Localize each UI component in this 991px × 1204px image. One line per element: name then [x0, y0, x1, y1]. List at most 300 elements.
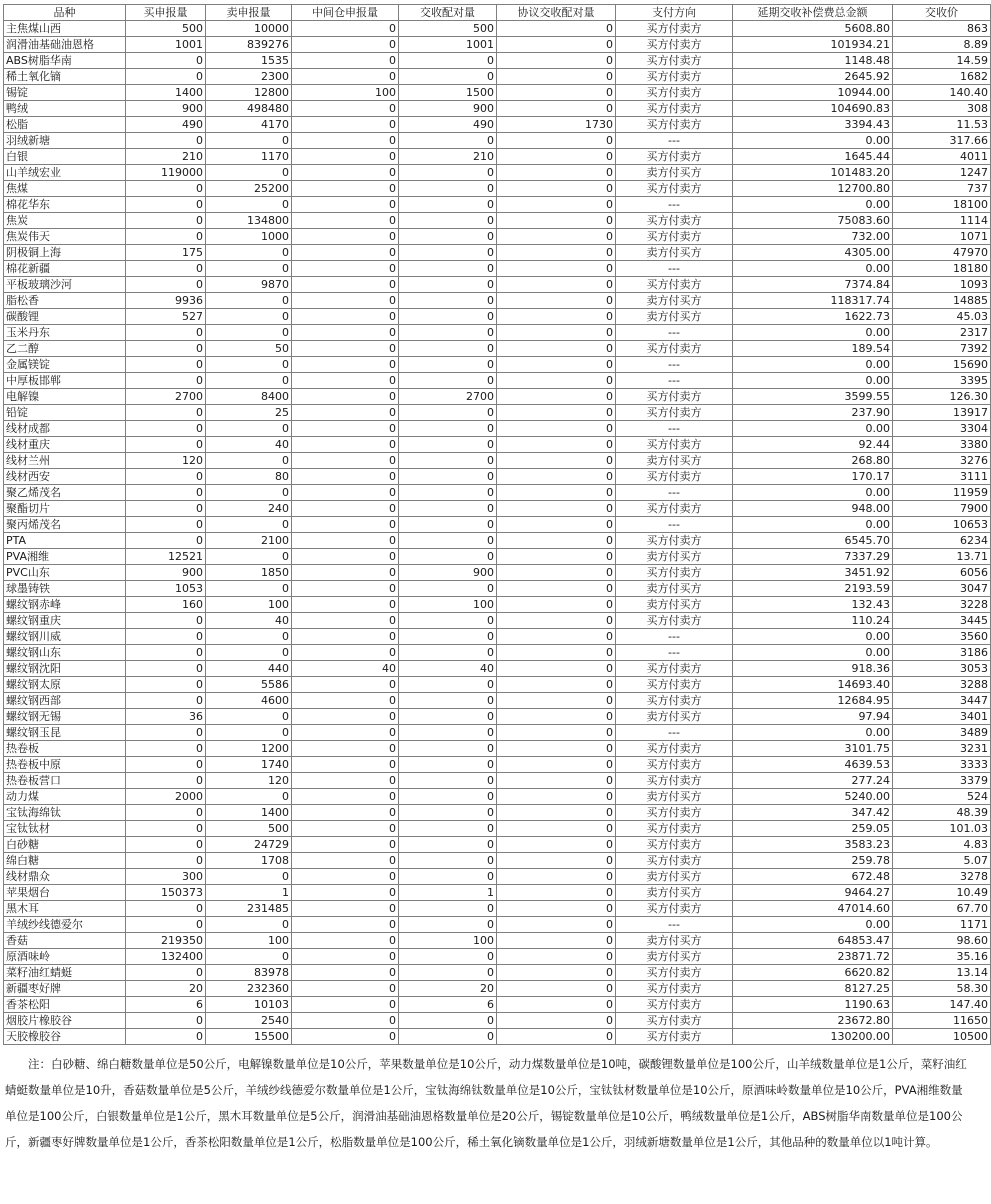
- data-cell: 0: [497, 373, 616, 389]
- data-cell: 0.00: [733, 629, 893, 645]
- data-cell: 0: [126, 901, 206, 917]
- table-row: [4, 325, 991, 341]
- data-cell: 0: [292, 677, 399, 693]
- data-cell: 4170: [206, 117, 292, 133]
- data-cell: 524: [893, 789, 991, 805]
- data-cell: 卖方付买方: [616, 709, 733, 725]
- data-cell: 0: [292, 293, 399, 309]
- data-cell: 0: [292, 965, 399, 981]
- data-cell: ---: [616, 197, 733, 213]
- data-cell: 0: [206, 261, 292, 277]
- data-cell: 100: [399, 597, 497, 613]
- variety-cell: 天胶橡胶谷: [4, 1029, 126, 1045]
- data-cell: 0: [206, 453, 292, 469]
- data-cell: 47970: [893, 245, 991, 261]
- variety-cell: 乙二醇: [4, 341, 126, 357]
- data-cell: 0: [399, 69, 497, 85]
- data-cell: 0: [292, 453, 399, 469]
- table-row: [4, 421, 991, 437]
- data-cell: 317.66: [893, 133, 991, 149]
- table-row: [4, 949, 991, 965]
- data-cell: 15500: [206, 1029, 292, 1045]
- table-row: [4, 357, 991, 373]
- data-cell: 126.30: [893, 389, 991, 405]
- data-cell: 1170: [206, 149, 292, 165]
- data-cell: 0: [126, 53, 206, 69]
- data-cell: 100: [206, 597, 292, 613]
- data-cell: 9936: [126, 293, 206, 309]
- data-cell: 0: [292, 693, 399, 709]
- data-cell: 0: [292, 853, 399, 869]
- variety-cell: 黑木耳: [4, 901, 126, 917]
- data-cell: 0: [206, 725, 292, 741]
- data-cell: 买方付卖方: [616, 53, 733, 69]
- data-cell: 150373: [126, 885, 206, 901]
- data-cell: 0: [497, 805, 616, 821]
- table-row: [4, 197, 991, 213]
- data-cell: 买方付卖方: [616, 821, 733, 837]
- data-cell: 900: [399, 101, 497, 117]
- data-cell: 0: [292, 885, 399, 901]
- data-cell: 0: [292, 565, 399, 581]
- data-cell: 918.36: [733, 661, 893, 677]
- table-row: [4, 149, 991, 165]
- data-cell: 买方付卖方: [616, 757, 733, 773]
- variety-cell: 阴极铜上海: [4, 245, 126, 261]
- data-cell: 0: [399, 325, 497, 341]
- data-cell: 0: [292, 245, 399, 261]
- data-cell: 0.00: [733, 485, 893, 501]
- data-cell: 1071: [893, 229, 991, 245]
- data-cell: 0: [399, 677, 497, 693]
- table-row: [4, 997, 991, 1013]
- data-cell: 0: [292, 53, 399, 69]
- variety-cell: 螺纹钢赤峰: [4, 597, 126, 613]
- data-cell: 2317: [893, 325, 991, 341]
- data-cell: 500: [206, 821, 292, 837]
- data-cell: 0: [126, 773, 206, 789]
- data-cell: 买方付卖方: [616, 149, 733, 165]
- data-cell: 0: [126, 325, 206, 341]
- table-row: [4, 165, 991, 181]
- data-cell: 0: [399, 197, 497, 213]
- data-cell: 0: [126, 965, 206, 981]
- table-row: [4, 693, 991, 709]
- data-cell: 9464.27: [733, 885, 893, 901]
- data-cell: 100: [399, 933, 497, 949]
- data-cell: 0: [206, 549, 292, 565]
- table-row: [4, 613, 991, 629]
- data-cell: 0: [206, 373, 292, 389]
- data-cell: 490: [126, 117, 206, 133]
- variety-cell: 螺纹钢无锡: [4, 709, 126, 725]
- data-cell: 买方付卖方: [616, 117, 733, 133]
- data-cell: 100: [292, 85, 399, 101]
- data-cell: 1171: [893, 917, 991, 933]
- data-cell: 120: [126, 453, 206, 469]
- data-cell: 0: [497, 69, 616, 85]
- data-cell: 买方付卖方: [616, 229, 733, 245]
- data-cell: 0: [497, 181, 616, 197]
- data-cell: 0: [399, 469, 497, 485]
- data-cell: 买方付卖方: [616, 277, 733, 293]
- variety-cell: 线材兰州: [4, 453, 126, 469]
- data-cell: 2700: [399, 389, 497, 405]
- data-cell: 卖方付买方: [616, 789, 733, 805]
- data-cell: 卖方付买方: [616, 293, 733, 309]
- table-row: [4, 101, 991, 117]
- data-cell: 1093: [893, 277, 991, 293]
- data-cell: 0: [292, 725, 399, 741]
- data-cell: 0: [126, 741, 206, 757]
- data-cell: 0: [497, 517, 616, 533]
- data-cell: 0.00: [733, 917, 893, 933]
- data-cell: 0: [292, 821, 399, 837]
- data-cell: 672.48: [733, 869, 893, 885]
- variety-cell: 菜籽油红蜻蜓: [4, 965, 126, 981]
- data-cell: 0: [206, 357, 292, 373]
- delivery-table: [3, 4, 991, 1045]
- data-cell: 0: [292, 69, 399, 85]
- data-cell: 0: [497, 597, 616, 613]
- header-cell: 品种: [4, 5, 126, 21]
- variety-cell: 热卷板中原: [4, 757, 126, 773]
- data-cell: 0: [292, 533, 399, 549]
- data-cell: 3186: [893, 645, 991, 661]
- data-cell: 1645.44: [733, 149, 893, 165]
- table-row: [4, 661, 991, 677]
- table-row: [4, 309, 991, 325]
- data-cell: 11650: [893, 1013, 991, 1029]
- data-cell: 0: [399, 757, 497, 773]
- data-cell: 0: [497, 229, 616, 245]
- data-cell: 0: [126, 725, 206, 741]
- table-row: [4, 597, 991, 613]
- table-row: [4, 565, 991, 581]
- data-cell: 13.14: [893, 965, 991, 981]
- data-cell: 0: [497, 261, 616, 277]
- data-cell: 0.00: [733, 133, 893, 149]
- data-cell: 120: [206, 773, 292, 789]
- data-cell: ---: [616, 917, 733, 933]
- data-cell: 0: [399, 437, 497, 453]
- data-cell: 0: [497, 565, 616, 581]
- data-cell: 3560: [893, 629, 991, 645]
- data-cell: 100: [206, 933, 292, 949]
- data-cell: 0: [292, 757, 399, 773]
- data-cell: 0: [126, 837, 206, 853]
- table-row: [4, 837, 991, 853]
- data-cell: 0: [399, 821, 497, 837]
- data-cell: 1: [206, 885, 292, 901]
- data-cell: 0: [399, 213, 497, 229]
- data-cell: 0: [292, 197, 399, 213]
- data-cell: 0: [497, 693, 616, 709]
- variety-cell: 聚乙烯茂名: [4, 485, 126, 501]
- variety-cell: 聚丙烯茂名: [4, 517, 126, 533]
- data-cell: 58.30: [893, 981, 991, 997]
- data-cell: 0: [497, 277, 616, 293]
- data-cell: 175: [126, 245, 206, 261]
- data-cell: 1682: [893, 69, 991, 85]
- header-cell: 交收配对量: [399, 5, 497, 21]
- variety-cell: 聚酯切片: [4, 501, 126, 517]
- variety-cell: 烟胶片橡胶谷: [4, 1013, 126, 1029]
- data-cell: 0: [399, 421, 497, 437]
- data-cell: 0: [292, 133, 399, 149]
- data-cell: 0: [497, 661, 616, 677]
- data-cell: 8400: [206, 389, 292, 405]
- table-row: [4, 757, 991, 773]
- data-cell: 0: [126, 277, 206, 293]
- variety-cell: 热卷板: [4, 741, 126, 757]
- data-cell: 440: [206, 661, 292, 677]
- variety-cell: 螺纹钢川威: [4, 629, 126, 645]
- variety-cell: 羽绒新塘: [4, 133, 126, 149]
- data-cell: 0: [497, 933, 616, 949]
- variety-cell: 棉花华东: [4, 197, 126, 213]
- data-cell: 300: [126, 869, 206, 885]
- data-cell: 0: [292, 437, 399, 453]
- data-cell: 0: [292, 501, 399, 517]
- data-cell: 3278: [893, 869, 991, 885]
- data-cell: 0: [126, 613, 206, 629]
- data-cell: 0: [497, 981, 616, 997]
- data-cell: 3333: [893, 757, 991, 773]
- data-cell: 24729: [206, 837, 292, 853]
- variety-cell: 鸭绒: [4, 101, 126, 117]
- data-cell: 9870: [206, 277, 292, 293]
- variety-cell: 松脂: [4, 117, 126, 133]
- variety-cell: 焦炭: [4, 213, 126, 229]
- data-cell: 0.00: [733, 197, 893, 213]
- variety-cell: 脂松香: [4, 293, 126, 309]
- data-cell: 买方付卖方: [616, 773, 733, 789]
- data-cell: 0: [292, 837, 399, 853]
- data-cell: 0: [126, 437, 206, 453]
- data-cell: 3451.92: [733, 565, 893, 581]
- data-cell: 0: [497, 533, 616, 549]
- data-cell: 买方付卖方: [616, 341, 733, 357]
- data-cell: ---: [616, 357, 733, 373]
- data-cell: 0: [206, 709, 292, 725]
- data-cell: 0.00: [733, 261, 893, 277]
- data-cell: 卖方付买方: [616, 309, 733, 325]
- table-row: [4, 805, 991, 821]
- data-cell: 0: [126, 1029, 206, 1045]
- variety-cell: ABS树脂华南: [4, 53, 126, 69]
- delivery-report: [3, 4, 988, 1155]
- data-cell: 189.54: [733, 341, 893, 357]
- data-cell: 1400: [206, 805, 292, 821]
- data-cell: 140.40: [893, 85, 991, 101]
- data-cell: 0: [497, 789, 616, 805]
- data-cell: 500: [399, 21, 497, 37]
- data-cell: 2540: [206, 1013, 292, 1029]
- data-cell: 买方付卖方: [616, 405, 733, 421]
- data-cell: 5608.80: [733, 21, 893, 37]
- data-cell: 12521: [126, 549, 206, 565]
- data-cell: 0: [399, 693, 497, 709]
- data-cell: 0: [497, 1029, 616, 1045]
- data-cell: 0: [206, 293, 292, 309]
- data-cell: 104690.83: [733, 101, 893, 117]
- data-cell: 0: [126, 917, 206, 933]
- data-cell: 15690: [893, 357, 991, 373]
- data-cell: 0: [497, 101, 616, 117]
- data-cell: 0: [292, 917, 399, 933]
- table-row: [4, 533, 991, 549]
- data-cell: ---: [616, 645, 733, 661]
- table-row: [4, 885, 991, 901]
- data-cell: 卖方付买方: [616, 869, 733, 885]
- data-cell: 0: [497, 293, 616, 309]
- data-cell: 4305.00: [733, 245, 893, 261]
- data-cell: 0: [292, 117, 399, 133]
- data-cell: 101.03: [893, 821, 991, 837]
- data-cell: 232360: [206, 981, 292, 997]
- data-cell: 737: [893, 181, 991, 197]
- table-row: [4, 789, 991, 805]
- variety-cell: 新疆枣好牌: [4, 981, 126, 997]
- data-cell: 20: [126, 981, 206, 997]
- data-cell: 0: [497, 133, 616, 149]
- table-row: [4, 117, 991, 133]
- data-cell: 101483.20: [733, 165, 893, 181]
- data-cell: 10653: [893, 517, 991, 533]
- data-cell: 0: [497, 197, 616, 213]
- data-cell: 0: [126, 181, 206, 197]
- data-cell: 101934.21: [733, 37, 893, 53]
- data-cell: 买方付卖方: [616, 837, 733, 853]
- data-cell: 12800: [206, 85, 292, 101]
- data-cell: 0: [497, 1013, 616, 1029]
- data-cell: 0: [399, 853, 497, 869]
- header-cell: 买申报量: [126, 5, 206, 21]
- variety-cell: 中厚板邯郸: [4, 373, 126, 389]
- data-cell: 0: [206, 165, 292, 181]
- data-cell: 0: [126, 405, 206, 421]
- data-cell: 买方付卖方: [616, 693, 733, 709]
- data-cell: 18100: [893, 197, 991, 213]
- variety-cell: 线材重庆: [4, 437, 126, 453]
- data-cell: 0: [292, 741, 399, 757]
- data-cell: 25: [206, 405, 292, 421]
- data-cell: 0: [497, 997, 616, 1013]
- data-cell: 3599.55: [733, 389, 893, 405]
- data-cell: 0: [292, 213, 399, 229]
- data-cell: 92.44: [733, 437, 893, 453]
- data-cell: ---: [616, 261, 733, 277]
- data-cell: 0: [399, 277, 497, 293]
- variety-cell: 螺纹钢太原: [4, 677, 126, 693]
- data-cell: 80: [206, 469, 292, 485]
- data-cell: 0.00: [733, 325, 893, 341]
- data-cell: 0: [399, 405, 497, 421]
- data-cell: 0.00: [733, 517, 893, 533]
- data-cell: 0: [206, 133, 292, 149]
- data-cell: 0: [292, 341, 399, 357]
- data-cell: ---: [616, 421, 733, 437]
- data-cell: 买方付卖方: [616, 613, 733, 629]
- data-cell: 0: [399, 629, 497, 645]
- data-cell: 0: [126, 69, 206, 85]
- header-cell: 支付方向: [616, 5, 733, 21]
- data-cell: 0: [292, 373, 399, 389]
- table-row: [4, 469, 991, 485]
- data-cell: 0: [497, 773, 616, 789]
- variety-cell: 螺纹钢重庆: [4, 613, 126, 629]
- table-row: [4, 53, 991, 69]
- data-cell: 2300: [206, 69, 292, 85]
- data-cell: 0: [399, 789, 497, 805]
- data-cell: 36: [126, 709, 206, 725]
- header-cell: 交收价: [893, 5, 991, 21]
- data-cell: 3394.43: [733, 117, 893, 133]
- variety-cell: 羊绒纱线德爱尔: [4, 917, 126, 933]
- data-cell: 买方付卖方: [616, 741, 733, 757]
- data-cell: 1740: [206, 757, 292, 773]
- data-cell: 卖方付买方: [616, 165, 733, 181]
- data-cell: 0: [126, 757, 206, 773]
- data-cell: 219350: [126, 933, 206, 949]
- data-cell: 0: [126, 805, 206, 821]
- data-cell: 卖方付买方: [616, 549, 733, 565]
- data-cell: 8.89: [893, 37, 991, 53]
- data-cell: 0: [292, 629, 399, 645]
- variety-cell: 动力煤: [4, 789, 126, 805]
- data-cell: 732.00: [733, 229, 893, 245]
- data-cell: 0: [399, 533, 497, 549]
- data-cell: 35.16: [893, 949, 991, 965]
- data-cell: 10.49: [893, 885, 991, 901]
- data-cell: 0: [292, 997, 399, 1013]
- table-row: [4, 517, 991, 533]
- data-cell: 0: [292, 357, 399, 373]
- data-cell: 0: [126, 677, 206, 693]
- data-cell: 0: [497, 949, 616, 965]
- data-cell: 0: [399, 773, 497, 789]
- data-cell: 卖方付买方: [616, 453, 733, 469]
- data-cell: 0: [126, 645, 206, 661]
- data-cell: 买方付卖方: [616, 677, 733, 693]
- data-cell: ---: [616, 133, 733, 149]
- data-cell: 1114: [893, 213, 991, 229]
- table-row: [4, 965, 991, 981]
- data-cell: 0: [399, 645, 497, 661]
- header-cell: 中间仓申报量: [292, 5, 399, 21]
- data-cell: 卖方付买方: [616, 597, 733, 613]
- data-cell: 0: [292, 261, 399, 277]
- data-cell: 0: [497, 837, 616, 853]
- data-cell: 0: [399, 245, 497, 261]
- data-cell: 0: [126, 501, 206, 517]
- data-cell: 0: [292, 1013, 399, 1029]
- data-cell: 3583.23: [733, 837, 893, 853]
- variety-cell: 平板玻璃沙河: [4, 277, 126, 293]
- variety-cell: 宝钛海绵钛: [4, 805, 126, 821]
- variety-cell: 线材西安: [4, 469, 126, 485]
- data-cell: 900: [126, 565, 206, 581]
- data-cell: 0: [497, 901, 616, 917]
- data-cell: 0: [497, 389, 616, 405]
- variety-cell: 原酒味岭: [4, 949, 126, 965]
- data-cell: 0: [399, 181, 497, 197]
- table-row: [4, 133, 991, 149]
- data-cell: 0: [497, 581, 616, 597]
- data-cell: 1850: [206, 565, 292, 581]
- data-cell: ---: [616, 373, 733, 389]
